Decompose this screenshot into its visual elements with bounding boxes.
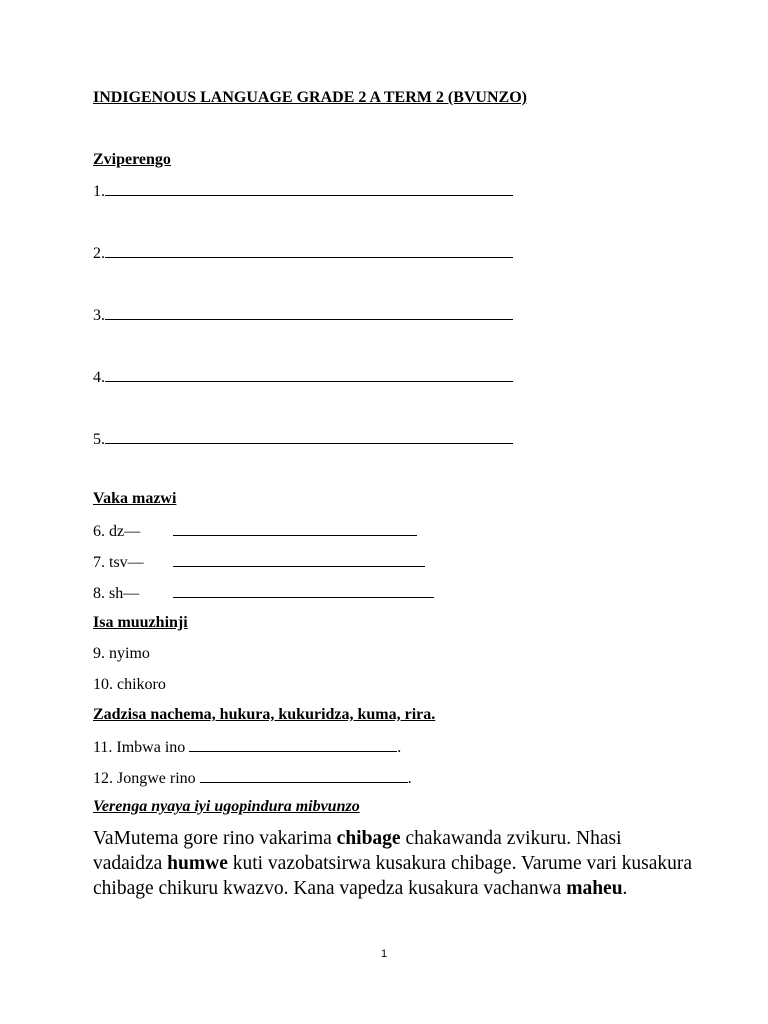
answer-line-2: 2. [93,243,513,263]
bold-word: humwe [167,853,228,874]
question-6: 6. dz— [93,521,417,541]
page-title: INDIGENOUS LANGUAGE GRADE 2 A TERM 2 (BVUNZO) [93,89,527,106]
answer-line-1: 1. [93,181,513,201]
question-10: 10. chikoro [93,676,166,693]
blank-line [105,181,513,196]
section-heading-isa-muuzhinji: Isa muuzhinji [93,614,188,631]
blank-line [173,583,434,598]
question-9: 9. nyimo [93,645,150,662]
section-heading-verenga: Verenga nyaya iyi ugopindura mibvunzo [93,798,360,815]
bold-word: maheu [566,878,623,899]
question-12: 12. Jongwe rino . [93,770,412,787]
blank-line [173,552,425,567]
answer-line-4: 4. [93,367,513,387]
answer-line-3: 3. [93,305,513,325]
reading-passage: VaMutema gore rino vakarima chibage chakawanda zvikuru. Nhasi vadaidza humwe kuti vazobatsirwa kusakura chibage. Varume vari kusakura chibage chikuru kwazvo. Kana vapedza kusakura vachanwa maheu. [93,828,693,899]
blank-line [173,521,417,536]
blank-line [105,367,513,382]
section-heading-zviperengo: Zviperengo [93,151,171,168]
question-11: 11. Imbwa ino . [93,739,402,756]
bold-word: chibage [336,828,401,849]
section-heading-zadzisa: Zadzisa nachema, hukura, kukuridza, kuma, rira. [93,706,436,723]
blank-line [105,429,513,444]
blank-line [105,305,513,320]
blank-line [105,243,513,258]
page-number: 1 [380,948,388,960]
question-8: 8. sh— [93,583,434,603]
section-heading-vaka-mazwi: Vaka mazwi [93,490,177,507]
blank-line [200,768,408,783]
blank-line [189,737,397,752]
question-7: 7. tsv— [93,552,425,572]
answer-line-5: 5. [93,429,513,449]
